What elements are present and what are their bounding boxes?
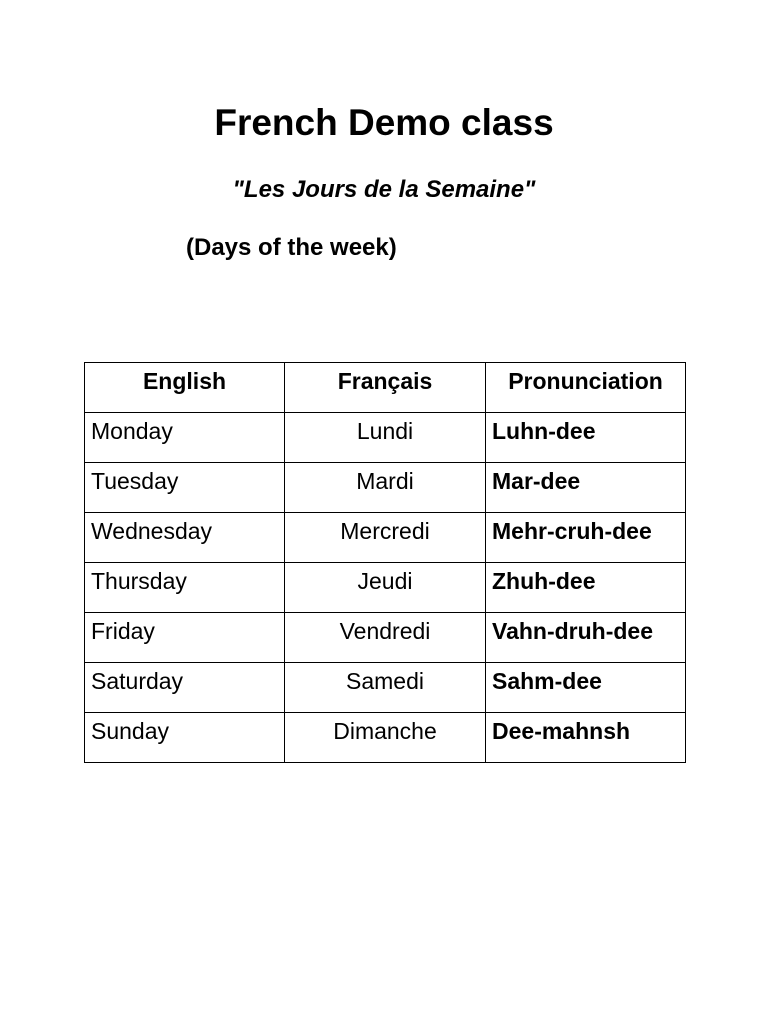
table-row	[85, 713, 686, 763]
cell-english: Monday	[85, 413, 285, 463]
cell-english: Friday	[85, 613, 285, 663]
cell-pronunciation: Vahn-druh-dee	[486, 613, 686, 663]
cell-pronunciation: Mehr-cruh-dee	[486, 513, 686, 563]
cell-francais: Samedi	[285, 663, 486, 713]
cell-english: Thursday	[85, 563, 285, 613]
page-subtitle: "Les Jours de la Semaine"	[232, 176, 536, 203]
cell-francais: Jeudi	[285, 563, 486, 613]
cell-pronunciation: Zhuh-dee	[486, 563, 686, 613]
header-francais: Français	[285, 363, 486, 413]
cell-francais: Vendredi	[285, 613, 486, 663]
cell-francais: Lundi	[285, 413, 486, 463]
cell-francais: Dimanche	[285, 713, 486, 763]
cell-english: Wednesday	[85, 513, 285, 563]
cell-pronunciation: Sahm-dee	[486, 663, 686, 713]
table-row	[85, 413, 686, 463]
page-subtitle-translation: (Days of the week)	[186, 234, 397, 261]
cell-francais: Mercredi	[285, 513, 486, 563]
days-of-week-table	[84, 362, 686, 763]
header-pronunciation: Pronunciation	[486, 363, 686, 413]
cell-english: Saturday	[85, 663, 285, 713]
table-row	[85, 463, 686, 513]
table-row	[85, 563, 686, 613]
table-row	[85, 513, 686, 563]
cell-pronunciation: Luhn-dee	[486, 413, 686, 463]
table-row	[85, 663, 686, 713]
table-row	[85, 613, 686, 663]
header-english: English	[85, 363, 285, 413]
cell-pronunciation: Mar-dee	[486, 463, 686, 513]
cell-english: Sunday	[85, 713, 285, 763]
page-title: French Demo class	[214, 102, 554, 143]
cell-pronunciation: Dee-mahnsh	[486, 713, 686, 763]
cell-english: Tuesday	[85, 463, 285, 513]
cell-francais: Mardi	[285, 463, 486, 513]
table-header-row	[85, 363, 686, 413]
